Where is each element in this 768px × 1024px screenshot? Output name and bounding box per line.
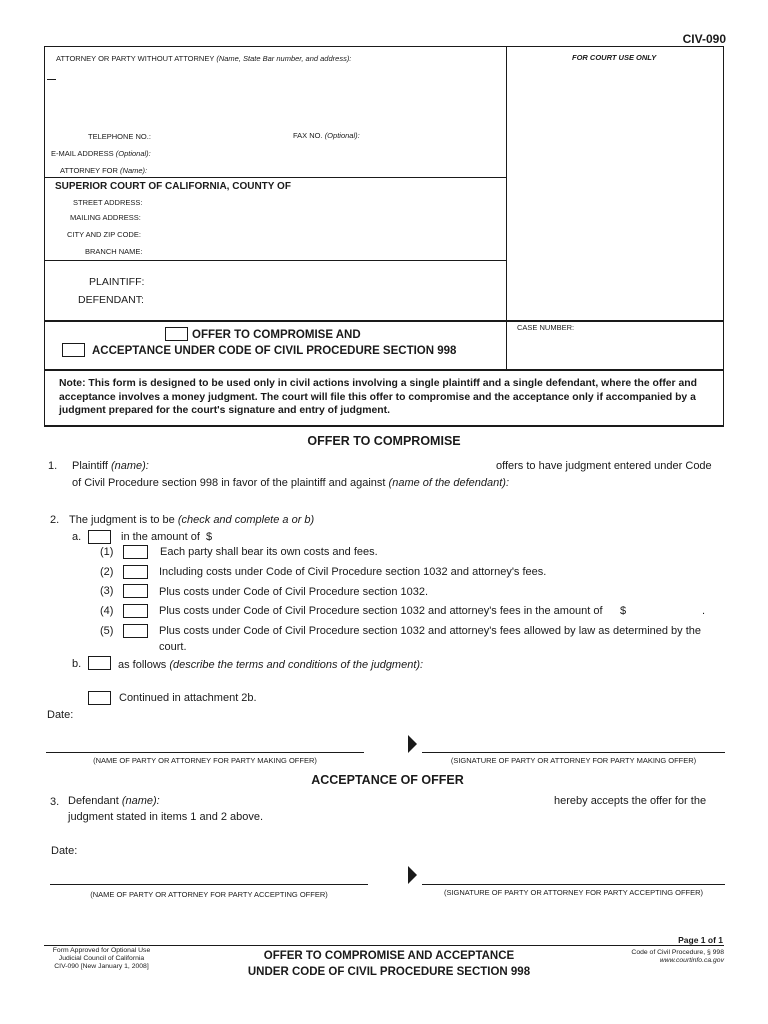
item2a-dollar: $ <box>206 531 213 543</box>
offer-signature-caption: (SIGNATURE OF PARTY OR ATTORNEY FOR PARTY MAKING OFFER) <box>450 756 697 765</box>
option5-line2: court. <box>159 641 187 653</box>
attorney-name-address-input[interactable] <box>58 66 498 126</box>
acceptance-date-label: Date: <box>51 845 78 857</box>
option2-number: (2) <box>100 566 114 578</box>
fax-label: FAX NO. (Optional): <box>293 131 360 140</box>
case-number-label: CASE NUMBER: <box>517 323 575 332</box>
mailing-label: MAILING ADDRESS: <box>70 213 141 222</box>
attorney-for-label: ATTORNEY FOR (Name): <box>60 166 148 175</box>
branch-input[interactable] <box>148 244 498 258</box>
city-zip-label: CITY AND ZIP CODE: <box>67 230 141 239</box>
option1-number: (1) <box>100 546 114 558</box>
judgment-amount-input[interactable] <box>216 528 416 544</box>
acceptance-name-input[interactable] <box>52 865 366 883</box>
acceptance-signature-input[interactable] <box>424 865 724 883</box>
attorney-for-input[interactable] <box>150 163 495 177</box>
county-input[interactable] <box>296 180 501 194</box>
email-label: E-MAIL ADDRESS (Optional): <box>51 149 151 158</box>
city-zip-input[interactable] <box>148 227 498 241</box>
item3-tail: hereby accepts the offer for the <box>554 795 707 807</box>
plaintiff-input[interactable] <box>150 274 500 290</box>
option1-text: Each party shall bear its own costs and fees. <box>160 546 378 558</box>
option1-checkbox[interactable] <box>123 545 148 559</box>
item2a-label: a. <box>72 531 82 543</box>
continued-attachment-checkbox[interactable] <box>88 691 111 705</box>
option3-text: Plus costs under Code of Civil Procedure section 1032. <box>159 586 429 598</box>
accepting-defendant-name-input[interactable] <box>166 793 546 809</box>
form-title-line1: OFFER TO COMPROMISE AND <box>192 329 361 341</box>
court-title: SUPERIOR COURT OF CALIFORNIA, COUNTY OF <box>55 181 291 192</box>
street-label: STREET ADDRESS: <box>73 198 143 207</box>
offer-checkbox[interactable] <box>165 327 188 341</box>
attorney-label: ATTORNEY OR PARTY WITHOUT ATTORNEY (Name, State Bar number, and address): <box>56 54 352 63</box>
offer-name-input[interactable] <box>48 733 364 751</box>
option3-checkbox[interactable] <box>123 584 148 598</box>
mailing-input[interactable] <box>148 210 498 224</box>
option5-checkbox[interactable] <box>123 624 148 638</box>
court-section-divider <box>44 177 506 178</box>
option4-dollar: $ <box>620 605 627 617</box>
item3-line2: judgment stated in items 1 and 2 above. <box>68 811 264 823</box>
street-input[interactable] <box>148 195 498 209</box>
item1-tail: offers to have judgment entered under Code <box>496 460 712 472</box>
footer-title: OFFER TO COMPROMISE AND ACCEPTANCE UNDER CODE OF CIVIL PROCEDURE SECTION 998 <box>247 950 531 978</box>
acceptance-checkbox[interactable] <box>62 343 85 357</box>
defendant-label: DEFENDANT: <box>78 294 144 306</box>
plaintiff-label: PLAINTIFF: <box>89 276 145 288</box>
item1-lead: Plaintiff (name): <box>72 460 149 472</box>
item2-number: 2. <box>50 514 60 526</box>
option4-checkbox[interactable] <box>123 604 148 618</box>
option2-checkbox[interactable] <box>123 565 148 579</box>
item3-lead: Defendant (name): <box>68 795 160 807</box>
item2a-text: in the amount of <box>121 531 200 543</box>
instruction-note: Note: This form is designed to be used only in civil actions involving a single plaintiff and a single defendant, where the offer and acceptance involves a money judgment. The court will file this offer to compromise and the acceptance only if accompanied by a judgment prepared for the court's signature and entry of judgment. <box>59 378 697 416</box>
attorney-mark <box>47 79 56 80</box>
item2b-label: b. <box>72 658 82 670</box>
header-bottom-border <box>44 425 724 427</box>
attorney-fees-amount-input[interactable] <box>630 602 700 618</box>
telephone-input[interactable] <box>156 128 286 142</box>
footer-rule <box>44 945 724 946</box>
signature-arrow-icon <box>408 735 417 753</box>
defendant-input[interactable] <box>150 292 500 308</box>
telephone-label: TELEPHONE NO.: <box>88 132 151 141</box>
form-title-line2: ACCEPTANCE UNDER CODE OF CIVIL PROCEDURE SECTION 998 <box>92 345 457 357</box>
offer-date-input[interactable] <box>80 706 280 722</box>
option2-text: Including costs under Code of Civil Procedure section 1032 and attorney's fees. <box>159 566 547 578</box>
footer-left: Form Approved for Optional Use Judicial Council of California CIV-090 [New January 1, 2008] <box>52 947 151 970</box>
option4-period: . <box>702 605 706 617</box>
option5-number: (5) <box>100 625 114 637</box>
court-use-label: FOR COURT USE ONLY <box>572 53 657 62</box>
item2b-checkbox[interactable] <box>88 656 111 670</box>
acceptance-name-line <box>50 884 368 885</box>
item2a-checkbox[interactable] <box>88 530 111 544</box>
title-divider <box>44 320 724 322</box>
item1-line2: of Civil Procedure section 998 in favor of the plaintiff and against (name of the defendant): <box>72 477 510 489</box>
item2-lead: The judgment is to be (check and complete a or b) <box>69 514 315 526</box>
form-number: CIV-090 <box>682 32 726 46</box>
terms-conditions-input[interactable] <box>118 673 718 687</box>
option5-text: Plus costs under Code of Civil Procedure section 1032 and attorney's fees allowed by law as determined by the <box>159 625 702 637</box>
defendant-name-input[interactable] <box>526 474 716 490</box>
note-divider <box>44 369 724 371</box>
item2b-text: as follows (describe the terms and conditions of the judgment): <box>118 659 424 671</box>
option4-number: (4) <box>100 605 114 617</box>
item3-number: 3. <box>50 796 60 808</box>
offer-signature-line <box>422 752 725 753</box>
option3-number: (3) <box>100 585 114 597</box>
email-input[interactable] <box>155 146 495 160</box>
offer-name-line <box>46 752 364 753</box>
continued-attachment-text: Continued in attachment 2b. <box>119 692 257 704</box>
acceptance-heading: ACCEPTANCE OF OFFER <box>311 773 464 787</box>
branch-label: BRANCH NAME: <box>85 247 143 256</box>
acceptance-date-input[interactable] <box>84 842 284 858</box>
option4-text: Plus costs under Code of Civil Procedure section 1032 and attorney's fees in the amount of <box>159 605 603 617</box>
footer-right: Code of Civil Procedure, § 998 www.courtinfo.ca.gov <box>631 949 724 964</box>
plaintiff-name-input[interactable] <box>158 457 488 473</box>
offer-heading: OFFER TO COMPROMISE <box>307 434 461 448</box>
offer-name-caption: (NAME OF PARTY OR ATTORNEY FOR PARTY MAKING OFFER) <box>93 756 317 765</box>
header-top-border <box>44 46 724 47</box>
page-number: Page 1 of 1 <box>678 935 723 945</box>
case-number-input[interactable] <box>517 338 717 358</box>
fax-input[interactable] <box>364 128 500 142</box>
parties-divider <box>44 260 506 261</box>
offer-date-label: Date: <box>47 709 74 721</box>
item1-number: 1. <box>48 460 58 472</box>
acceptance-signature-caption: (SIGNATURE OF PARTY OR ATTORNEY FOR PARTY ACCEPTING OFFER) <box>443 888 704 897</box>
offer-signature-input[interactable] <box>424 733 724 751</box>
signature-arrow-icon <box>408 866 417 884</box>
acceptance-name-caption: (NAME OF PARTY OR ATTORNEY FOR PARTY ACCEPTING OFFER) <box>90 890 328 899</box>
acceptance-signature-line <box>422 884 725 885</box>
